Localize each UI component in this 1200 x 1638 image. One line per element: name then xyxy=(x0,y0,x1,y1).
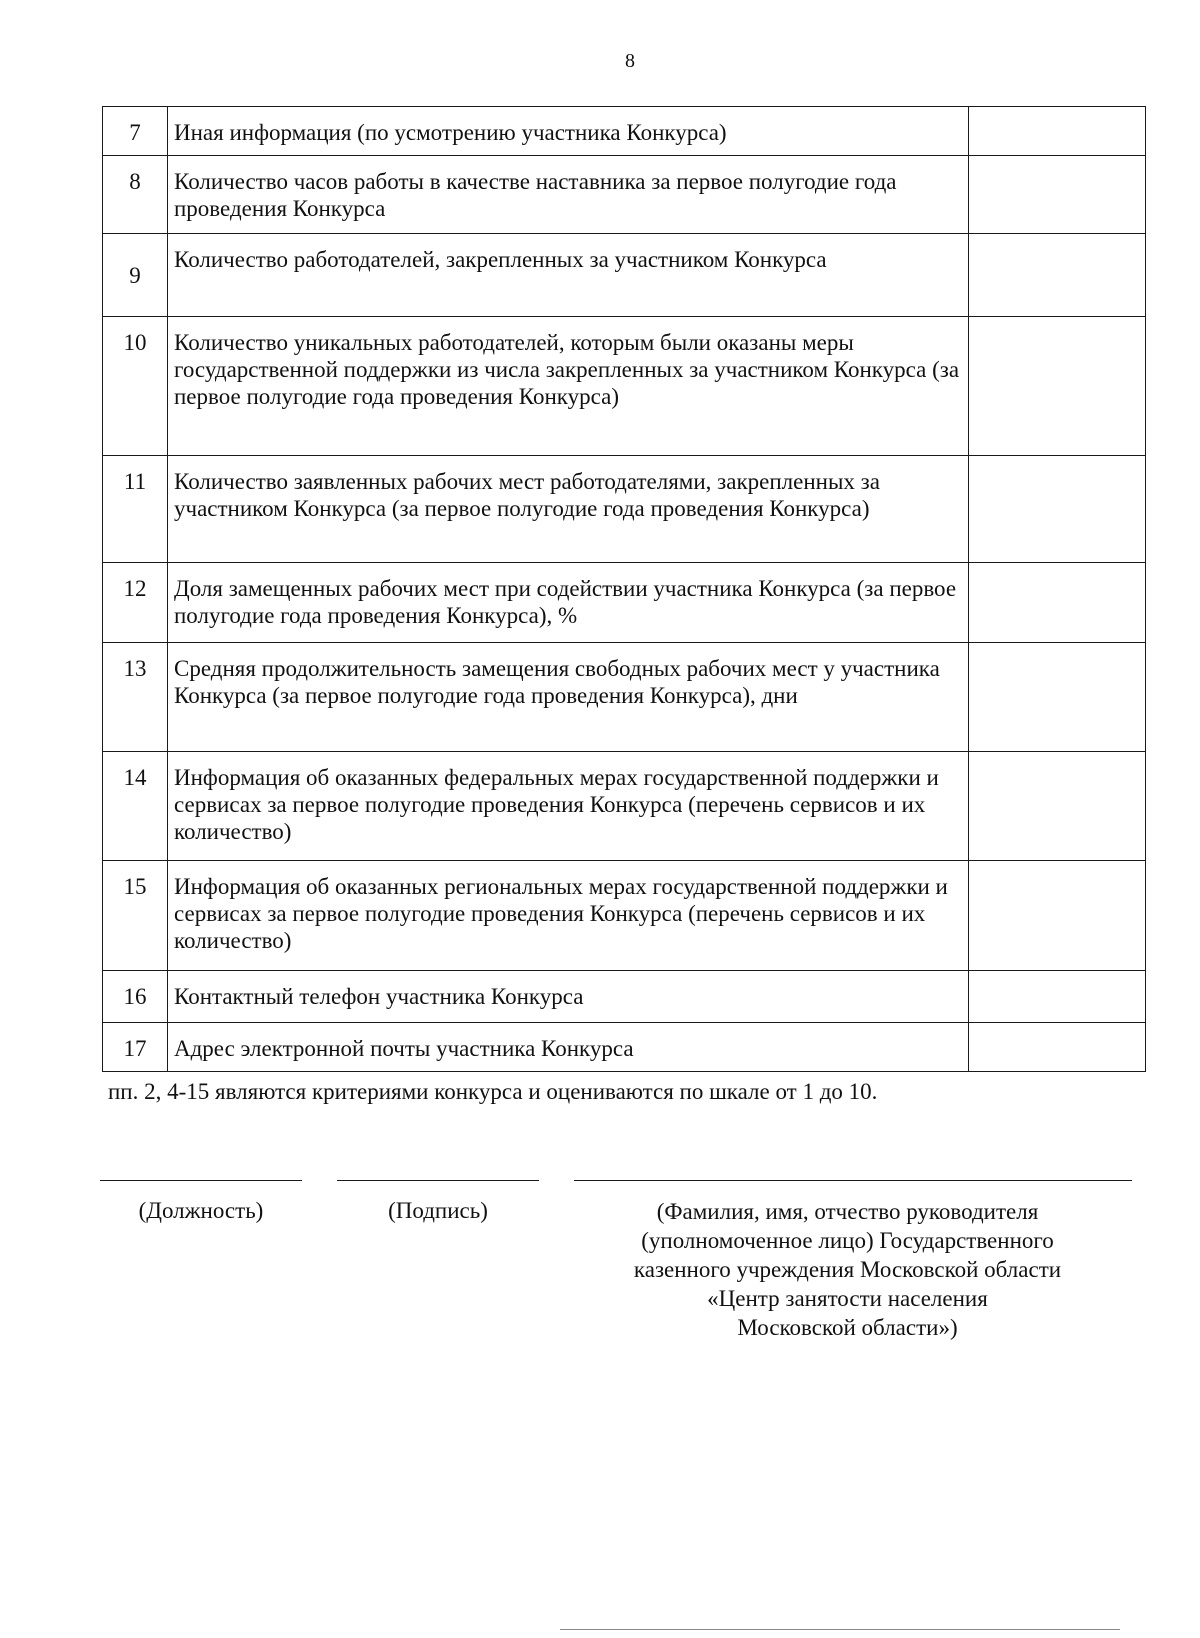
row-text: Адрес электронной почты участника Конкурса xyxy=(168,1023,969,1072)
row-number: 15 xyxy=(103,861,168,971)
row-number: 14 xyxy=(103,752,168,861)
row-text: Информация об оказанных региональных мерах государственной поддержки и сервисах за первое полугодие проведения Конкурса (перечень сервисов и их количество) xyxy=(168,861,969,971)
value-cell xyxy=(969,456,1146,563)
row-number: 9 xyxy=(103,234,168,317)
row-number: 13 xyxy=(103,643,168,752)
row-text: Количество заявленных рабочих мест работодателями, закрепленных за участником Конкурса (за первое полугодие года проведения Конкурса) xyxy=(168,456,969,563)
row-number: 10 xyxy=(103,317,168,456)
signature-label: (Подпись) xyxy=(388,1198,488,1223)
value-cell xyxy=(969,156,1146,234)
name-label-line: казенного учреждения Московской области xyxy=(633,1257,1062,1282)
row-text: Количество работодателей, закрепленных за участником Конкурса xyxy=(168,234,969,317)
value-cell xyxy=(969,234,1146,317)
value-cell xyxy=(969,643,1146,752)
row-number: 16 xyxy=(103,971,168,1023)
scan-edge-line xyxy=(560,1629,1120,1630)
value-cell xyxy=(969,971,1146,1023)
value-cell xyxy=(969,861,1146,971)
row-number: 17 xyxy=(103,1023,168,1072)
table-row xyxy=(103,317,1146,456)
name-label-line: Московской области») xyxy=(737,1315,958,1340)
row-text: Количество уникальных работодателей, которым были оказаны меры государственной поддержки из числа закрепленных за участником Конкурса (за первое полугодие года проведения Конкурса) xyxy=(168,317,969,456)
table-row xyxy=(103,971,1146,1023)
position-signature-line xyxy=(100,1180,302,1181)
row-number: 11 xyxy=(103,456,168,563)
name-label-line: (уполномоченное лицо) Государственного xyxy=(641,1228,1054,1253)
row-text: Доля замещенных рабочих мест при содействии участника Конкурса (за первое полугодие года проведения Конкурса), % xyxy=(168,563,969,643)
row-number: 12 xyxy=(103,563,168,643)
table-row xyxy=(103,643,1146,752)
criteria-footnote: пп. 2, 4-15 являются критериями конкурса и оцениваются по шкале от 1 до 10. xyxy=(108,1079,878,1104)
row-text: Средняя продолжительность замещения свободных рабочих мест у участника Конкурса (за первое полугодие года проведения Конкурса), дни xyxy=(168,643,969,752)
table-row xyxy=(103,861,1146,971)
row-text: Иная информация (по усмотрению участника Конкурса) xyxy=(168,107,969,156)
signature-line xyxy=(337,1180,539,1181)
value-cell xyxy=(969,317,1146,456)
table-row xyxy=(103,156,1146,234)
name-label xyxy=(575,1197,1120,1342)
row-text: Количество часов работы в качестве наставника за первое полугодие года проведения Конкурса xyxy=(168,156,969,234)
table-row xyxy=(103,563,1146,643)
value-cell xyxy=(969,107,1146,156)
table-row xyxy=(103,107,1146,156)
row-text: Контактный телефон участника Конкурса xyxy=(168,971,969,1023)
table-row xyxy=(103,456,1146,563)
page-number: 8 xyxy=(625,50,635,72)
position-label: (Должность) xyxy=(138,1198,264,1223)
value-cell xyxy=(969,1023,1146,1072)
name-label-line: «Центр занятости населения xyxy=(707,1286,988,1311)
value-cell xyxy=(969,563,1146,643)
criteria-table xyxy=(102,106,1146,1072)
row-number: 8 xyxy=(103,156,168,234)
table-row xyxy=(103,752,1146,861)
row-number: 7 xyxy=(103,107,168,156)
row-text: Информация об оказанных федеральных мерах государственной поддержки и сервисах за первое полугодие проведения Конкурса (перечень сервисов и их количество) xyxy=(168,752,969,861)
name-label-line: (Фамилия, имя, отчество руководителя xyxy=(656,1199,1039,1224)
table-row xyxy=(103,1023,1146,1072)
name-signature-line xyxy=(574,1180,1132,1181)
value-cell xyxy=(969,752,1146,861)
table-row xyxy=(103,234,1146,317)
